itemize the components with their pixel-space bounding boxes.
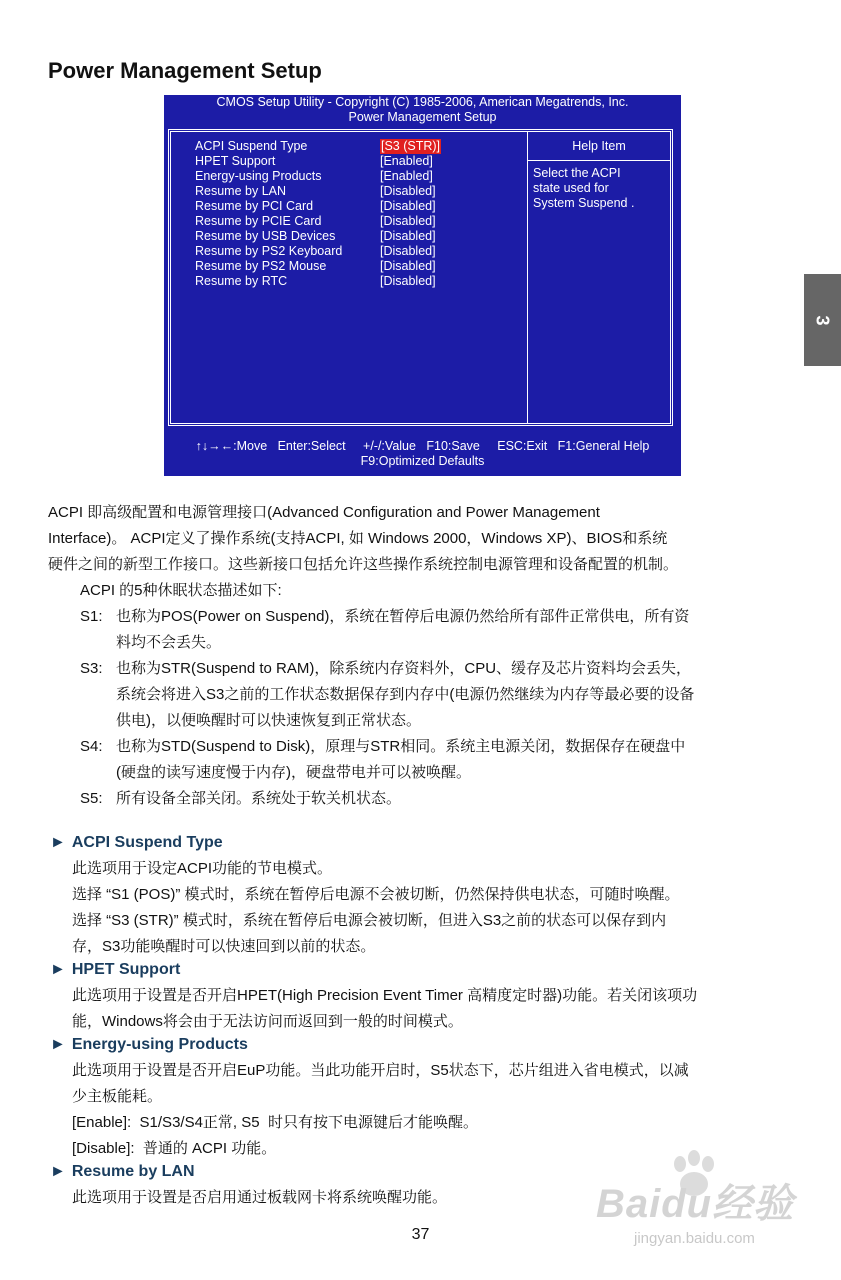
bios-header-title: Power Management Setup (348, 110, 497, 124)
state-text: 供电)，以便唤醒时可以快速恢复到正常状态。 (116, 712, 421, 729)
section-text: 选择 “S3 (STR)” 模式时，系统在暂停后电源会被切断，但进入S3之前的状态可以保存到内 (72, 912, 667, 929)
section-text: 此选项用于设置是否开启HPET(High Precision Event Timer 高精度定时器)功能。若关闭该项功 (72, 987, 698, 1004)
section-heading-text: HPET Support (71, 961, 181, 978)
bios-item-label: Resume by LAN (195, 184, 287, 198)
bios-panel (168, 129, 673, 426)
section-heading-acpi-suspend-type (50, 834, 223, 852)
state-text: 系统会将进入S3之前的工作状态数据保存到内存中(电源仍然继续为内存等最必要的设备 (116, 686, 695, 703)
state-text: 也称为POS(Power on Suspend)，系统在暂停后电源仍然给所有部件正常供电，所有资 (116, 608, 690, 625)
state-text: 也称为STR(Suspend to RAM)，除系统内存资料外，CPU、缓存及芯片资料均会丢失， (116, 660, 692, 677)
intro-line: 硬件之间的新型工作接口。这些新接口包括允许这些操作系统控制电源管理和设备配置的机制。 (48, 556, 679, 573)
state-text: 料均不会丢失。 (116, 634, 222, 651)
chapter-tab-number: 3 (812, 314, 833, 326)
bios-item-label: Resume by RTC (195, 274, 288, 288)
section-text: [Enable]: S1/S3/S4正常, S5 时只有按下电源键后才能唤醒。 (72, 1114, 478, 1131)
page-number: 37 (411, 1226, 430, 1243)
triangle-right-icon: ► (50, 1163, 66, 1180)
bios-item-label: Energy-using Products (195, 169, 322, 183)
section-text: 此选项用于设置是否开启EuP功能。当此功能开启时，S5状态下，芯片组进入省电模式，以减 (72, 1062, 689, 1079)
state-text: 所有设备全部关闭。系统处于软关机状态。 (116, 790, 402, 807)
section-heading-text: Energy-using Products (71, 1036, 248, 1053)
chapter-tab (804, 274, 841, 366)
section-heading-hpet-support (50, 961, 180, 979)
bios-footer (164, 439, 681, 469)
section-text: 存，S3功能唤醒时可以快速回到以前的状态。 (72, 938, 376, 955)
state-text: 也称为STD(Suspend to Disk)，原理与STR相同。系统主电源关闭，数据保存在硬盘中 (116, 738, 686, 755)
intro-line: Interface)。 ACPI定义了操作系统(支持ACPI, 如 Windows 2000，Windows XP)、BIOS和系统 (48, 530, 668, 547)
bios-screen (164, 95, 681, 476)
state-text: (硬盘的读写速度慢于内存)，硬盘带电并可以被唤醒。 (116, 764, 471, 781)
page-title: Power Management Setup (48, 58, 322, 83)
intro-line: ACPI 的5种休眠状态描述如下: (80, 582, 282, 599)
bios-item-value[interactable]: [Disabled] (380, 259, 436, 273)
state-label-s4: S4: (80, 738, 103, 755)
section-text: [Disable]: 普通的 ACPI 功能。 (72, 1140, 277, 1157)
baidu-watermark (590, 1148, 830, 1268)
section-text: 少主板能耗。 (72, 1088, 163, 1105)
bios-help-line: state used for (533, 181, 609, 195)
bios-footer-defaults: F9:Optimized Defaults (360, 454, 485, 468)
watermark-brand: Baidu经验 (596, 1182, 795, 1226)
state-label-s1: S1: (80, 608, 103, 625)
section-text: 此选项用于设置是否启用通过板载网卡将系统唤醒功能。 (72, 1189, 448, 1206)
bios-item-value[interactable]: [Disabled] (380, 199, 436, 213)
bios-help-separator (528, 160, 670, 161)
bios-item-value[interactable]: [Enabled] (380, 169, 433, 183)
bios-item-label: Resume by PCI Card (195, 199, 314, 213)
bios-help-title: Help Item (572, 139, 626, 153)
bios-item-label: Resume by PS2 Keyboard (195, 244, 343, 258)
section-text: 能，Windows将会由于无法访问而返回到一般的时间模式。 (72, 1013, 463, 1030)
bios-item-value[interactable]: [Disabled] (380, 244, 436, 258)
bios-item-value[interactable]: [Disabled] (380, 229, 436, 243)
bios-help-text (533, 166, 663, 211)
bios-item-label: Resume by PCIE Card (195, 214, 322, 228)
bios-header (164, 95, 681, 125)
bios-item-value[interactable]: [S3 (STR)] (381, 139, 441, 153)
triangle-right-icon: ► (50, 1036, 66, 1053)
bios-help-line: System Suspend . (533, 196, 635, 210)
state-label-s3: S3: (80, 660, 103, 677)
bios-help-line: Select the ACPI (533, 166, 621, 180)
bios-header-copyright: CMOS Setup Utility - Copyright (C) 1985-2006, American Megatrends, Inc. (216, 95, 629, 109)
bios-item-label: ACPI Suspend Type (195, 139, 308, 153)
bios-item-label: HPET Support (195, 154, 276, 168)
section-heading-resume-by-lan (50, 1163, 195, 1181)
bios-item-value[interactable]: [Disabled] (380, 274, 436, 288)
bios-item-value[interactable]: [Disabled] (380, 184, 436, 198)
intro-line: ACPI 即高级配置和电源管理接口(Advanced Configuration and Power Management (48, 504, 600, 521)
triangle-right-icon: ► (50, 961, 66, 978)
watermark-url: jingyan.baidu.com (634, 1230, 755, 1247)
bios-item-label: Resume by USB Devices (195, 229, 336, 243)
section-heading-energy-using-products (50, 1036, 248, 1054)
section-heading-text: ACPI Suspend Type (71, 834, 223, 851)
bios-column-divider (527, 132, 528, 423)
bios-item-label: Resume by PS2 Mouse (195, 259, 327, 273)
state-label-s5: S5: (80, 790, 103, 807)
bios-item-value[interactable]: [Enabled] (380, 154, 433, 168)
section-text: 此选项用于设定ACPI功能的节电模式。 (72, 860, 333, 877)
bios-item-value[interactable]: [Disabled] (380, 214, 436, 228)
triangle-right-icon: ► (50, 834, 66, 851)
section-heading-text: Resume by LAN (71, 1163, 195, 1180)
section-text: 选择 “S1 (POS)” 模式时，系统在暂停后电源不会被切断，仍然保持供电状态，可随时唤醒。 (72, 886, 680, 903)
bios-footer-keys: ↑↓→←:Move Enter:Select +/-/:Value F10:Save ESC:Exit F1:General Help (195, 439, 650, 453)
